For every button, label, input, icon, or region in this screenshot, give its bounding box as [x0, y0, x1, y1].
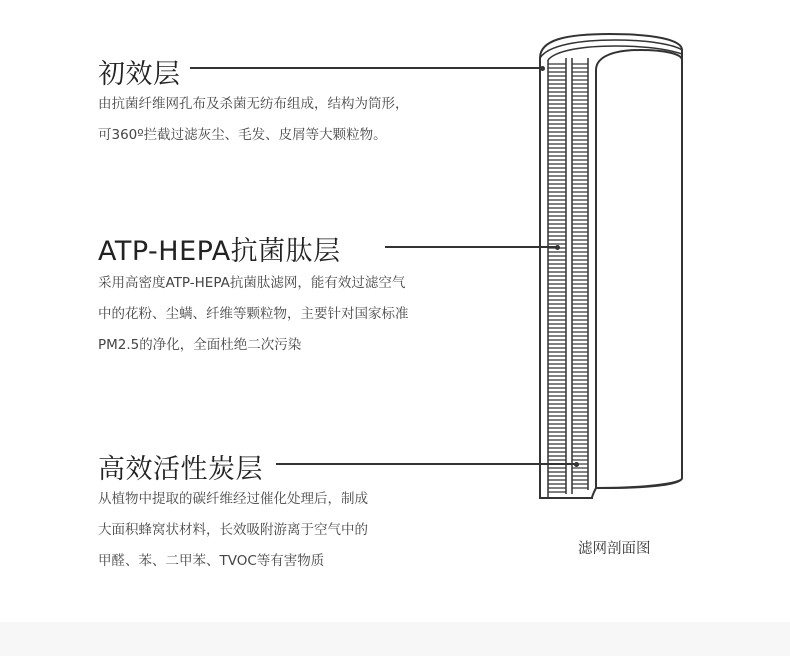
desc-line: 采用高密度ATP-HEPA抗菌肽滤网，能有效过滤空气 [98, 275, 406, 291]
layer-title-hepa: ATP-HEPA抗菌肽层 [98, 236, 341, 267]
inner-core [596, 50, 682, 488]
diagram-caption: 滤网剖面图 [578, 541, 651, 557]
leader-dot-carbon [574, 462, 579, 467]
leader-dot-hepa [555, 245, 560, 250]
layer-title-carbon: 高效活性炭层 [98, 454, 263, 485]
desc-line: 从植物中提取的碳纤维经过催化处理后，制成 [98, 491, 368, 507]
layer-desc-hepa [98, 268, 409, 361]
leader-line-hepa [385, 246, 557, 248]
layer-desc-carbon [98, 484, 368, 577]
layer-title-primary: 初效层 [98, 59, 181, 90]
desc-line: 由抗菌纤维网孔布及杀菌无纺布组成，结构为筒形， [98, 96, 409, 112]
desc-line: 甲醛、苯、二甲苯、TVOC等有害物质 [98, 553, 325, 569]
desc-line: 中的花粉、尘螨、纤维等颗粒物，主要针对国家标准 [98, 306, 409, 322]
desc-line: PM2.5的净化，全面杜绝二次污染 [98, 337, 302, 353]
leader-line-primary [190, 67, 542, 69]
leader-dot-primary [540, 66, 545, 71]
layer-desc-primary [98, 89, 409, 151]
carbon-pleats [572, 64, 588, 488]
desc-line: 大面积蜂窝状材料，长效吸附游离于空气中的 [98, 522, 368, 538]
desc-line: 可360º拦截过滤灰尘、毛发、皮屑等大颗粒物。 [98, 127, 387, 143]
leader-line-carbon [276, 463, 576, 465]
